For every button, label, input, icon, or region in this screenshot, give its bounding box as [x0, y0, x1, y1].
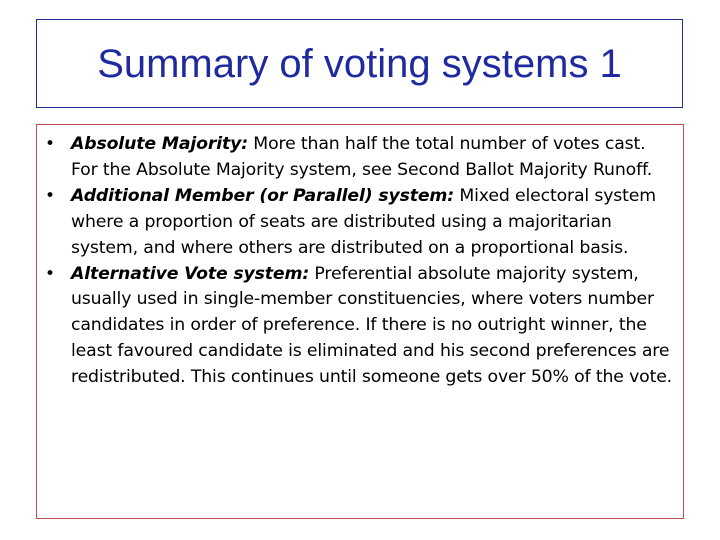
bullet-item-absolute-majority [37, 132, 675, 184]
bullet-text: More than half the total number of votes cast. For the Absolute Majority system, see Second Ballot Majority Runoff. [71, 134, 653, 180]
bullet-term: Additional Member (or Parallel) system: [71, 185, 455, 206]
bullet-item-alternative-vote [37, 262, 675, 392]
title-box [36, 19, 683, 108]
bullet-icon: • [45, 185, 55, 206]
bullet-text: Mixed electoral system where a proportion of seats are distributed using a majoritarian system, and where others are distributed on a proportional basis. [71, 185, 656, 258]
bullet-term: Absolute Majority: [71, 134, 248, 154]
content-box [36, 124, 684, 519]
bullet-list [37, 132, 675, 391]
bullet-icon: • [45, 263, 55, 284]
bullet-term: Alternative Vote system: [71, 263, 310, 284]
bullet-item-additional-member [37, 184, 675, 262]
bullet-icon: • [45, 134, 55, 154]
bullet-text: Preferential absolute majority system, usually used in single-member constituencies, where voters number candidates in order of preference. If there is no outright winner, the least favoured candidate is eliminated and his second preferences are redistributed. This continues until someone gets over 50% of the vote. [71, 263, 673, 388]
slide-title: Summary of voting systems 1 [97, 42, 622, 86]
